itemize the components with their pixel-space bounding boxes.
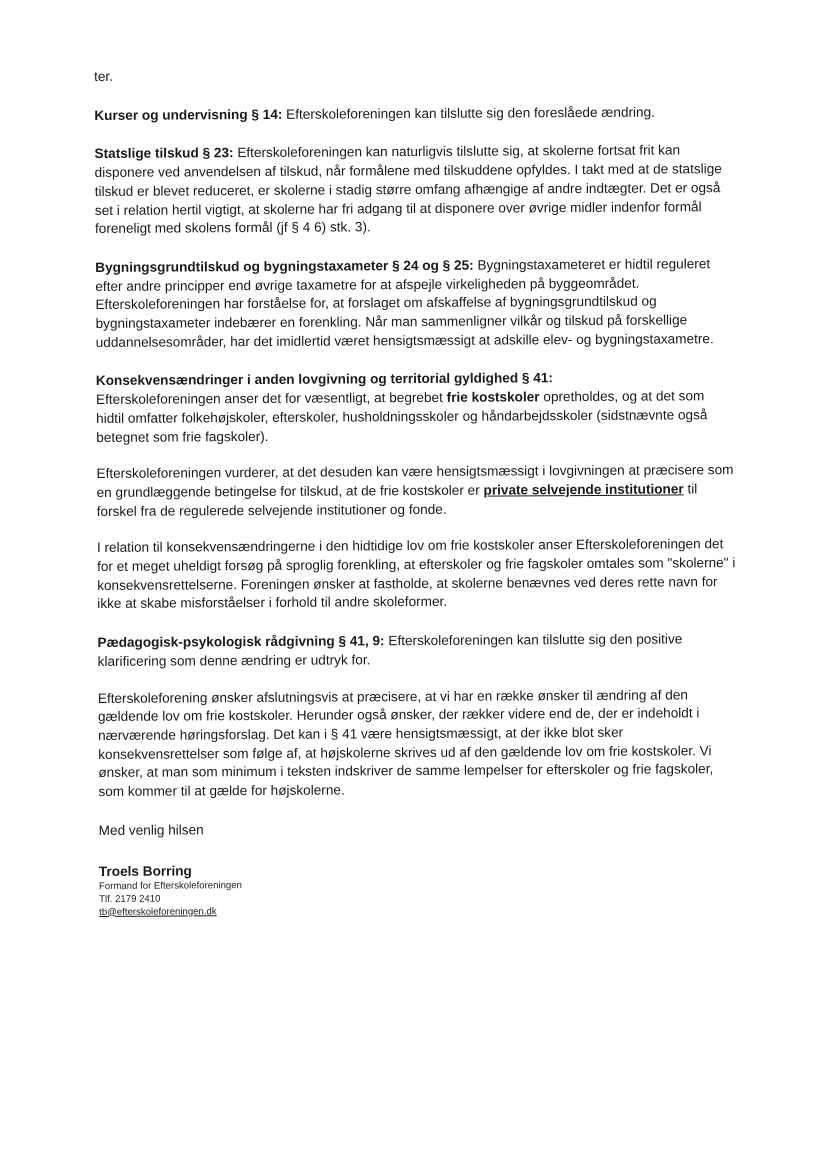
section-heading: Statslige tilskud § 23: [94,145,234,162]
section-heading: Konsekvensændringer i anden lovgivning og territorial gyldighed § 41: [95,370,553,389]
section-text: opretholdes, og at det som hidtil omfatter folkehøjskoler, efterskoler, husholdningsskoler og håndarbejdsskoler (sidstnævnte også betegnet som frie fagskoler). [96,388,708,445]
section-text: Efterskoleforeningen kan tilslutte sig den foreslåede ændring. [282,104,655,122]
paragraph-vurderer [96,461,736,521]
section-heading: Kurser og undervisning § 14: [94,106,283,123]
section-text: Efterskoleforeningen kan tilslutte sig den positive klarificering som denne ændring er udtryk for. [97,631,683,669]
paragraph-final: Efterskoleforening ønsker afslutningsvis at præcisere, at vi har en række ønsker til ændring af den gældende lov om frie kostskoler. Herunder også ønsker, der rækker videre end de, der er indeholdt i nærværende høringsforslag. Det kan i § 41 være hensigtsmæssigt, at der ikke blot sker konsekvensrettelser som følge af, at højskolerne skrives ud af den gældende lov om frie kostskoler. Vi ønsker, at man som minimum i teksten indskriver de samme lempelser for efterskoler og frie fagskoler, som kommer til at gælde for højskolerne. [97,686,714,800]
emphasis-private-selvejende: private selvejende institutioner [483,481,684,498]
section-kurser [94,103,734,126]
continuation-text: ter. [94,68,113,84]
section-text: Bygningstaxameteret er hidtil reguleret efter andre principper end øvrige taxametre for at afspejle virkeligheden på byggeområdet. Efterskoleforeningen har forståelse for, at forslaget om afskaffelse af bygningsgrundtilskud og bygningstaxameter indebærer en forenkling. Når man sammenligner vilkår og tilskud på forskellige uddannelsesområder, har det imidlertid været hensigtsmæssigt at adskille elev- og bygningstaxametre. [95,256,714,350]
section-heading: Pædagogisk-psykologisk rådgivning § 41, 9: [97,633,385,651]
signature-email-link[interactable]: tb@efterskoleforeningen.dk [99,905,217,918]
signature-phone: Tlf. 2179 2410 [99,893,161,905]
signature-name: Troels Borring [98,862,192,879]
document-page [94,64,739,918]
section-text: Efterskoleforeningen anser det for væsentligt, at begrebet [95,389,447,408]
signature-block [99,859,739,919]
section-heading: Bygningsgrundtilskud og bygningstaxameter § 24 og § 25: [95,257,474,275]
closing-greeting: Med venlig hilsen [98,822,204,838]
paragraph-text: til forskel fra de regulerede selvejende institutioner og fonde. [96,481,698,519]
section-paedagogisk-psykologisk [97,630,737,671]
section-statslige-tilskud [94,141,735,238]
paragraph-text: Efterskoleforeningen vurderer, at det desuden kan være hensigtsmæssigt i lovgivningen at præcisere som en grundlæggende betingelse for tilskud, at de frie kostskoler er [96,462,734,500]
section-text: Efterskoleforeningen kan naturligvis tilslutte sig, at skolerne fortsat frit kan disponere ved anvendelsen af tilskud, når formålene med tilskuddene opfyldes. I takt med at de statslige tilskud er blevet reduceret, er skolerne i stadig større omfang afhængige af andre indtægter. Det er også set i relation hertil vigtigt, at skolerne har fri adgang til at disponere over øvrige midler indenfor formål foreneligt med skolens formål (jf § 4 6) stk. 3). [94,142,722,237]
section-bygningsgrundtilskud [95,255,736,352]
paragraph-relation: I relation til konsekvensændringerne i den hidtidige lov om frie kostskoler anser Efterskoleforeningen det for et meget uheldigt forsøg på sproglig forenkling, at efterskoler og frie fagskoler omtales som "skolerne" i konsekvensrettelserne. Foreningen ønsker at fastholde, at skolerne benævnes ved deres rette navn for ikke at skabe misforståelser i forhold til andre skoleformer. [96,536,736,612]
signature-title: Formand for Efterskoleforeningen [98,879,242,892]
section-bold-term: frie kostskoler [446,389,540,405]
section-konsekvensaendringer [96,369,736,448]
